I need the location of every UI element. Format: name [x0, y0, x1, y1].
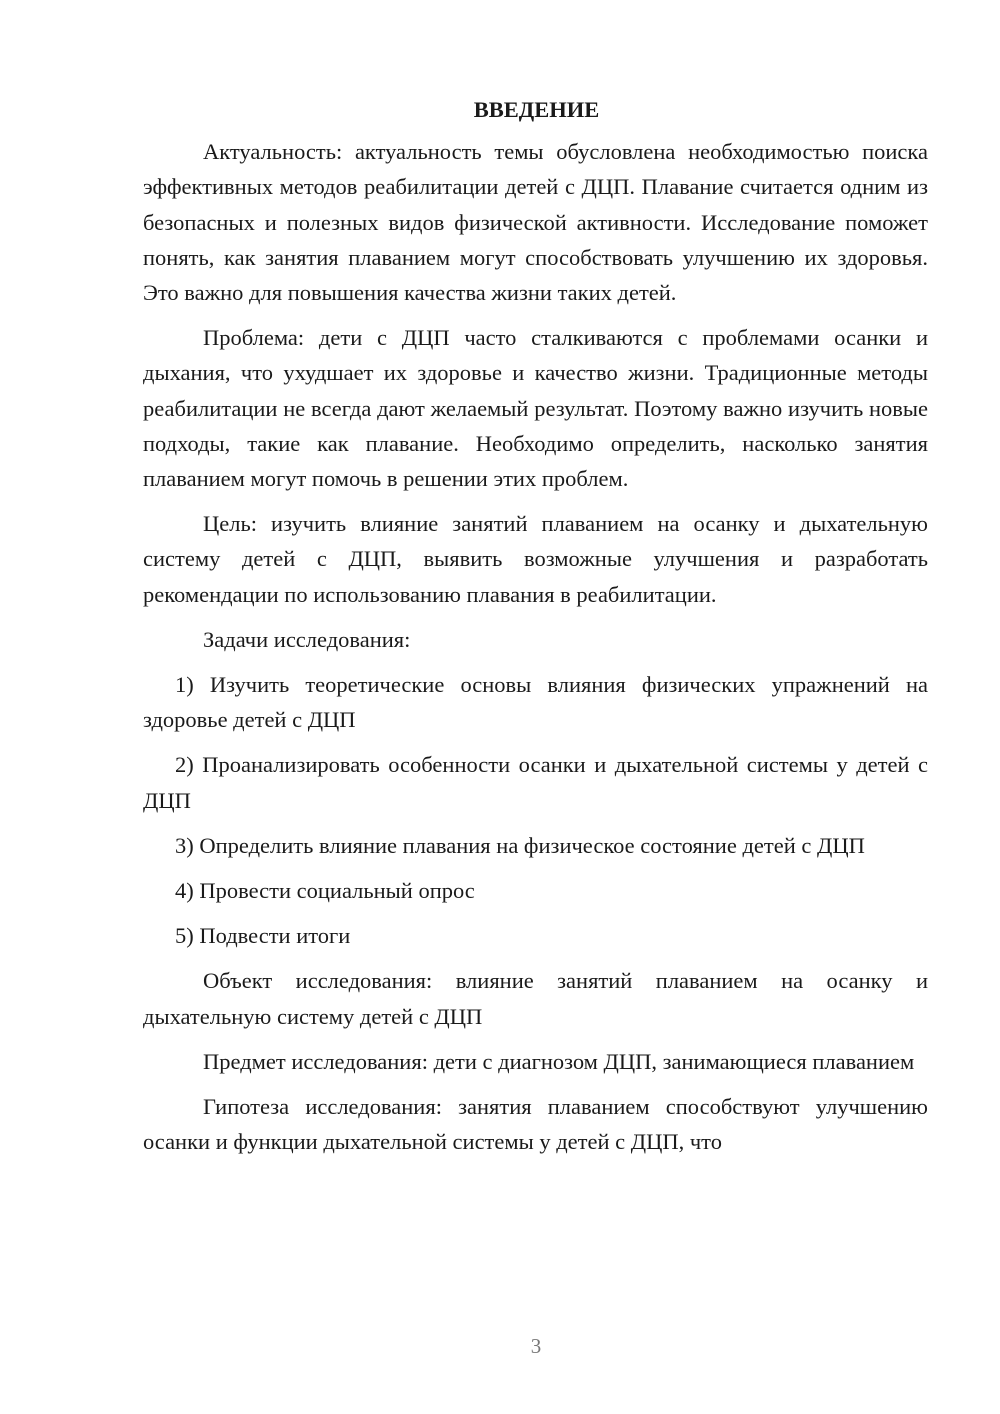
problem-paragraph: Проблема: дети с ДЦП часто сталкиваются с проблемами осанки и дыхания, что ухудшает их здоровье и качество жизни. Традиционные методы реабилитации не всегда дают желаемый результат. Поэтому важно изучить новые подходы, такие как плавание. Необходимо определить, насколько занятия плаванием могут помочь в решении этих проблем. — [143, 325, 928, 492]
task-item: 1) Изучить теоретические основы влияния физических упражнений на здоровье детей с ДЦП — [143, 672, 928, 733]
task-item: 3) Определить влияние плавания на физическое состояние детей с ДЦП — [175, 832, 865, 858]
page-title: ВВЕДЕНИЕ — [473, 97, 600, 122]
goal-paragraph: Цель: изучить влияние занятий плаванием на осанку и дыхательную систему детей с ДЦП, выявить возможные улучшения и разработать рекомендации по использованию плавания в реабилитации. — [143, 511, 928, 607]
page-content — [143, 92, 928, 1169]
page-number: 3 — [530, 1334, 542, 1358]
object-paragraph: Объект исследования: влияние занятий плаванием на осанку и дыхательную систему детей с ДЦП — [143, 968, 928, 1029]
subject-paragraph: Предмет исследования: дети с диагнозом ДЦП, занимающиеся плаванием — [203, 1048, 915, 1074]
relevance-paragraph: Актуальность: актуальность темы обусловлена необходимостью поиска эффективных методов реабилитации детей с ДЦП. Плавание считается одним из безопасных и полезных видов физической активности. Исследование поможет понять, как занятия плаванием могут способствовать улучшению их здоровья. Это важно для повышения качества жизни таких детей. — [143, 139, 928, 306]
hypothesis-paragraph: Гипотеза исследования: занятия плаванием способствуют улучшению осанки и функции дыхательной системы у детей с ДЦП, что — [143, 1094, 928, 1155]
task-item: 5) Подвести итоги — [175, 923, 351, 949]
tasks-heading: Задачи исследования: — [203, 626, 411, 652]
task-item: 4) Провести социальный опрос — [175, 878, 475, 904]
task-item: 2) Проанализировать особенности осанки и дыхательной системы у детей с ДЦП — [143, 752, 928, 813]
